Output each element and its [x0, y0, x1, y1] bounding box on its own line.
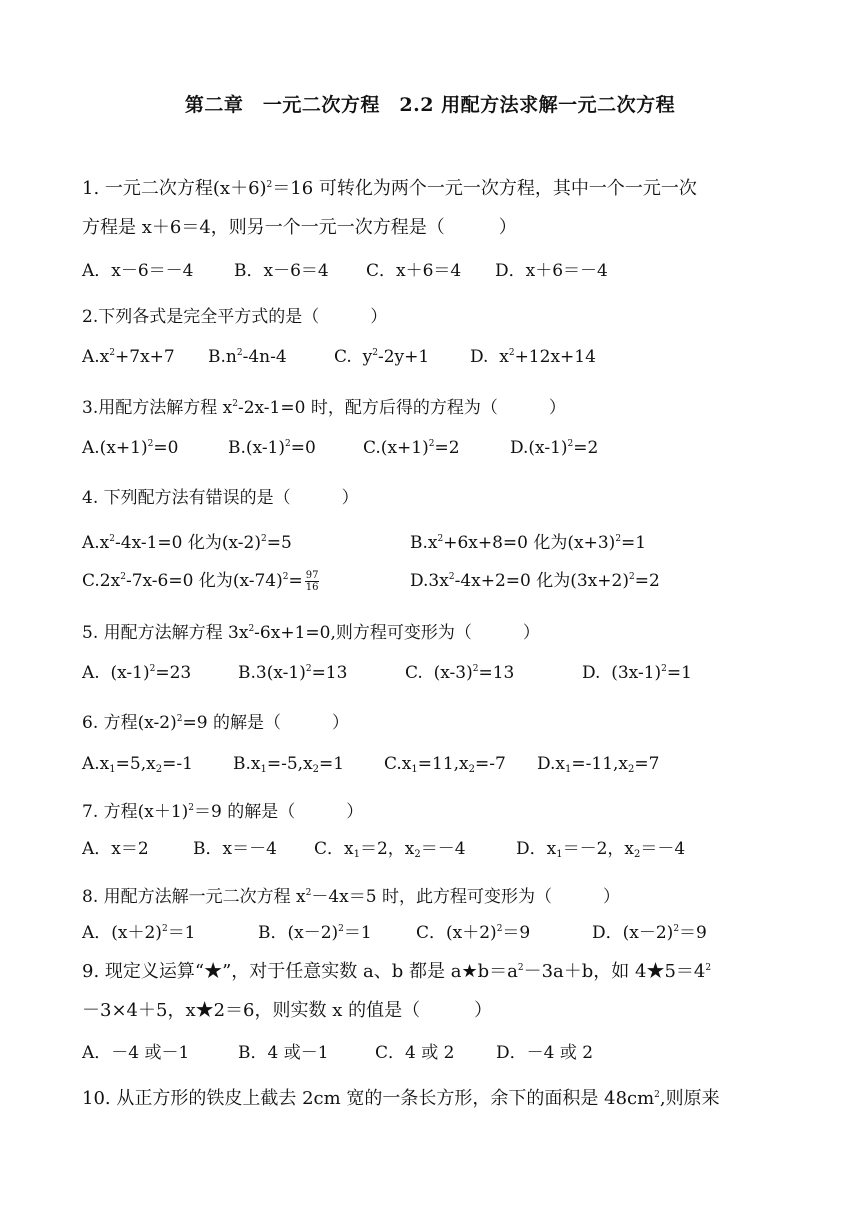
question-10-line-1: 10. 从正方形的铁皮上截去 2cm 宽的一条长方形，余下的面积是 $48cm^2$,则原来 — [82, 1088, 720, 1109]
question-1-option-d: D．x＋6＝－4 — [495, 261, 608, 281]
question-6-option-a: $A.x_1=5,x_2=-1$ — [82, 754, 193, 775]
fraction: $\frac{97}{16}$ — [305, 570, 319, 593]
question-4-stem: 4. 下列配方法有错误的是（ ） — [82, 488, 359, 508]
question-2-option-c: C. $y^2-2y+1$ — [334, 347, 430, 367]
question-5-option-c: C. $(x-3)^2=13$ — [405, 663, 515, 683]
question-3-option-b: $B.(x-1)^2=0$ — [228, 438, 316, 458]
question-1-option-a: A．x－6＝－4 — [82, 261, 194, 281]
question-5-option-b: $B.3(x-1)^2=13$ — [238, 663, 348, 683]
question-6-option-d: $D.x_1=-11,x_2=7$ — [537, 754, 660, 775]
question-6-option-c: $C.x_1=11,x_2=-7$ — [384, 754, 506, 775]
question-8-option-b: B．$(x-2)^2=1$ — [258, 923, 372, 943]
question-9-line-1: 9. 现定义运算“★”，对于任意实数 a、b 都是 $a★b=a^2-3a+b$，如 $4★5=4^2$ — [82, 961, 712, 982]
question-2-stem: 2.下列各式是完全平方式的是（ ） — [82, 307, 388, 327]
question-9-option-d: D．－4 或 2 — [496, 1043, 594, 1063]
question-9-option-b: B．4 或－1 — [238, 1043, 329, 1063]
question-1-line-1: 1. 一元二次方程$(x+6)^2=16$ 可转化为两个一元一次方程，其中一个一元一次 — [82, 178, 697, 199]
question-3-stem: 3.用配方法解方程 $x^2-2x-1=0$ 时，配方后得的方程为（ ） — [82, 398, 566, 418]
question-6-option-b: $B.x_1=-5,x_2=1$ — [233, 754, 345, 775]
question-7-option-a: A．x＝2 — [82, 839, 149, 859]
question-2-option-b: $B.n^2-4n-4$ — [208, 347, 287, 367]
question-4-option-d: $D.3x^2-4x+2=0$ 化为$(3x+2)^2=2$ — [410, 571, 660, 591]
question-5-stem: 5. 用配方法解方程 $3x^2-6x+1=0$,则方程可变形为（ ） — [82, 623, 540, 643]
question-9-option-a: A．－4 或－1 — [82, 1043, 190, 1063]
question-4-option-c: $C.2x^2-7x-6=0$ 化为$(x-74)^2=$ $\frac{97}{16}$ — [82, 570, 319, 593]
question-8-option-a: A．$(x+2)^2=1$ — [82, 923, 196, 943]
question-2-option-d: D. $x^2+12x+14$ — [470, 347, 596, 367]
question-4-option-b: $B.x^2+6x+8=0$ 化为$(x+3)^2=1$ — [410, 533, 647, 553]
question-9-option-c: C．4 或 2 — [375, 1043, 455, 1063]
question-8-option-d: D．$(x-2)^2=9$ — [592, 923, 707, 943]
question-7-option-c: C．$x_1=2$，$x_2=-4$ — [314, 839, 466, 860]
question-7-stem: 7. 方程$(x+1)^2=9$ 的解是（ ） — [82, 802, 364, 822]
question-8-option-c: C．$(x+2)^2=9$ — [416, 923, 531, 943]
question-2-option-a: $A.x^2+7x+7$ — [82, 347, 175, 367]
question-3-option-c: $C.(x+1)^2=2$ — [363, 438, 460, 458]
question-7-option-d: D．$x_1=-2$，$x_2=-4$ — [516, 839, 686, 860]
question-7-option-b: B．x＝－4 — [193, 839, 277, 859]
question-1-line-2: 方程是 x＋6＝4，则另一个一元一次方程是（ ） — [82, 217, 517, 238]
page-title: 第二章 一元二次方程 2.2 用配方法求解一元二次方程 — [184, 94, 676, 116]
question-4-option-a: $A.x^2-4x-1=0$ 化为$(x-2)^2=5$ — [82, 533, 292, 553]
question-5-option-d: D. $(3x-1)^2=1$ — [582, 663, 692, 683]
question-3-option-a: $A.(x+1)^2=0$ — [82, 438, 179, 458]
question-5-option-a: A. $(x-1)^2=23$ — [82, 663, 192, 683]
question-8-stem: 8. 用配方法解一元二次方程 $x^2-4x=5$ 时，此方程可变形为（ ） — [82, 887, 620, 907]
question-1-option-c: C．x＋6＝4 — [366, 261, 462, 281]
question-9-line-2: －3×4＋5，x★2＝6，则实数 x 的值是（ ） — [82, 1000, 493, 1021]
question-1-option-b: B．x－6＝4 — [234, 261, 329, 281]
question-6-stem: 6. 方程$(x-2)^2=9$ 的解是（ ） — [82, 713, 349, 733]
question-3-option-d: $D.(x-1)^2=2$ — [510, 438, 599, 458]
